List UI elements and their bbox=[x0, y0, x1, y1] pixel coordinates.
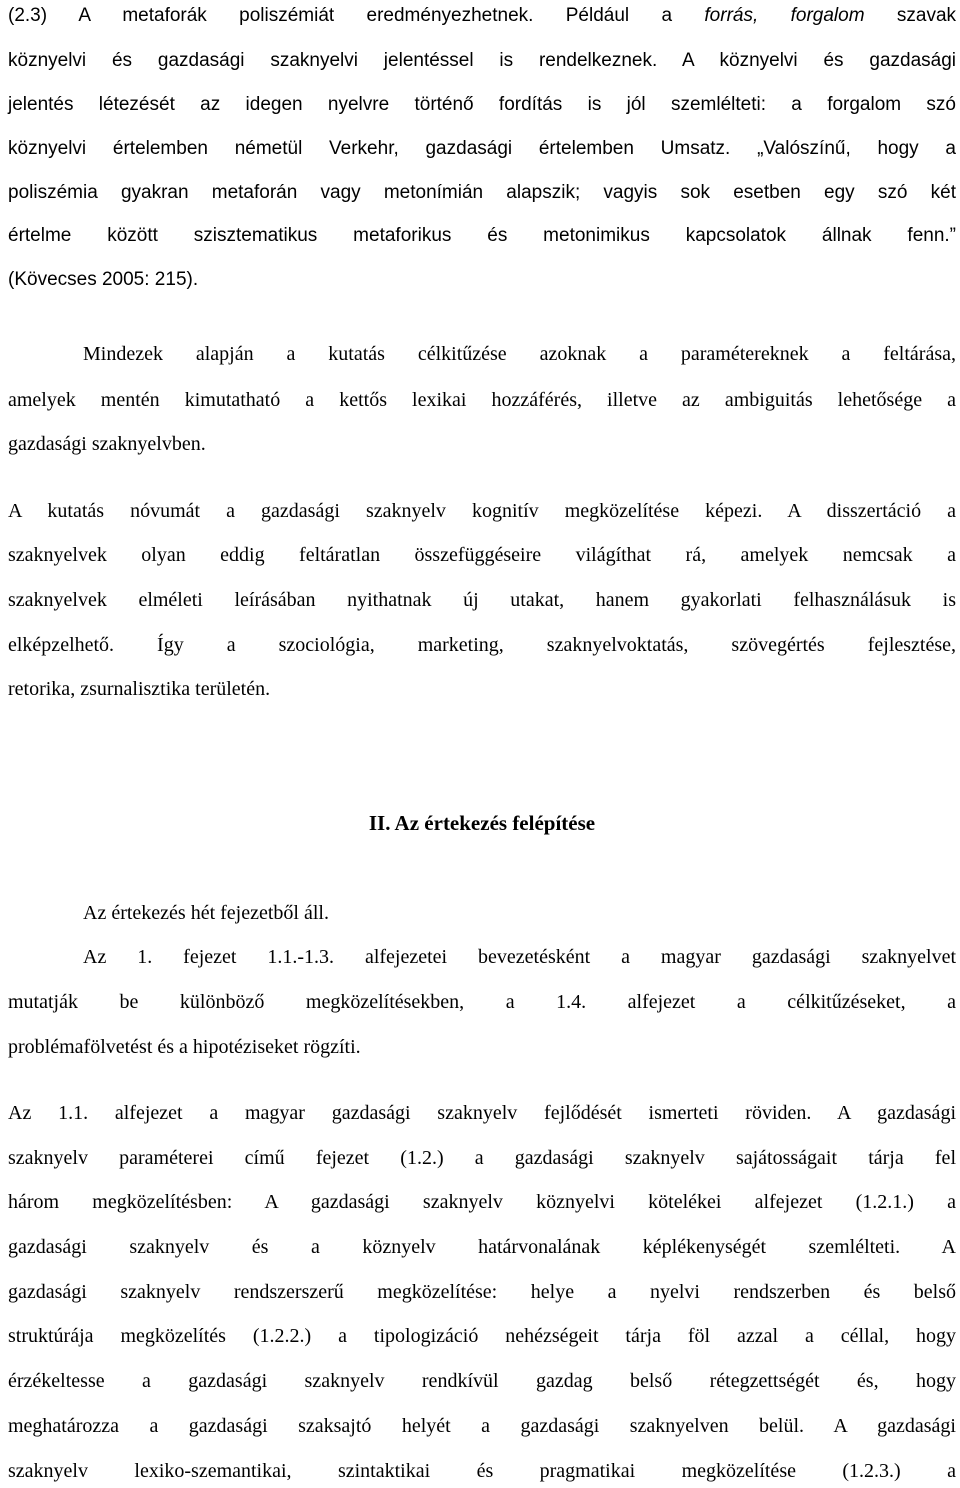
text-line: köznyelvi és gazdasági szaknyelvi jelentéssel is rendelkeznek. A köznyelvi és gazdasági bbox=[8, 50, 956, 71]
text-line: poliszémia gyakran metaforán vagy metonímián alapszik; vagyis sok esetben egy szó két bbox=[8, 182, 956, 203]
text-span: (2.3) A metaforák poliszémiát eredményezhetnek. Például a bbox=[8, 5, 705, 26]
citation-line: (Kövecses 2005: 215). bbox=[8, 269, 199, 290]
text-line: Az 1.1. alfejezet a magyar gazdasági szaknyelv fejlődését ismerteti röviden. A gazdasági bbox=[8, 1102, 956, 1124]
text-span: köznyelvi értelemben németül Verkehr, gazdasági értelemben Umsatz. bbox=[8, 138, 731, 159]
text-line: amelyek mentén kimutatható a kettős lexikai hozzáférés, illetve az ambiguitás lehetősége a bbox=[8, 389, 956, 411]
text-line: Az értekezés hét fejezetből áll. bbox=[83, 902, 329, 924]
text-line: három megközelítésben: A gazdasági szaknyelv köznyelvi kötelékei alfejezet (1.2.1.) a bbox=[8, 1191, 956, 1213]
text-line: szaknyelv paraméterei című fejezet (1.2.) a gazdasági szaknyelv sajátosságait tárja fel bbox=[8, 1147, 956, 1169]
text-line: problémafölvetést és a hipotéziseket rögzíti. bbox=[8, 1036, 361, 1058]
text-line: érzékeltesse a gazdasági szaknyelv rendkívül gazdag belső rétegzettségét és, hogy bbox=[8, 1370, 956, 1392]
text-line: jelentés létezését az idegen nyelvre történő fordítás is jól szemlélteti: a forgalom szó bbox=[8, 94, 956, 115]
text-line bbox=[8, 133, 956, 165]
text-line: gazdasági szaknyelv és a köznyelv határvonalának képlékenységét szemlélteti. A bbox=[8, 1236, 956, 1258]
text-line: meghatározza a gazdasági szaksajtó helyét a gazdasági szaknyelven belül. A gazdasági bbox=[8, 1415, 956, 1437]
text-line: Az 1. fejezet 1.1.-1.3. alfejezetei bevezetésként a magyar gazdasági szaknyelvet bbox=[83, 946, 956, 968]
text-line: A kutatás nóvumát a gazdasági szaknyelv kognitív megközelítése képezi. A disszertáció a bbox=[8, 500, 956, 522]
text-line: szaknyelvek elméleti leírásában nyithatnak új utakat, hanem gyakorlati felhasználásuk is bbox=[8, 589, 956, 611]
text-line bbox=[8, 0, 956, 32]
quote-start: „Valószínű, hogy a bbox=[730, 138, 956, 159]
text-line: szaknyelv lexiko-szemantikai, szintaktikai és pragmatikai megközelítése (1.2.3.) a bbox=[8, 1460, 956, 1482]
italic-terms: forrás, forgalom bbox=[704, 5, 865, 26]
text-span: szavak bbox=[864, 5, 957, 26]
text-line: Mindezek alapján a kutatás célkitűzése azoknak a paramétereknek a feltárása, bbox=[83, 343, 956, 365]
section-heading: II. Az értekezés felépítése bbox=[368, 811, 596, 835]
text-line: elképzelhető. Így a szociológia, marketing, szaknyelvoktatás, szövegértés fejlesztése, bbox=[8, 634, 956, 656]
text-line: szaknyelvek olyan eddig feltáratlan összefüggéseire világíthat rá, amelyek nemcsak a bbox=[8, 544, 956, 566]
text-line: struktúrája megközelítés (1.2.2.) a tipologizáció nehézségeit tárja föl azzal a céllal, hogy bbox=[8, 1325, 956, 1347]
text-line: mutatják be különböző megközelítésekben, a 1.4. alfejezet a célkitűzéseket, a bbox=[8, 991, 956, 1013]
text-line: gazdasági szaknyelv rendszerszerű megközelítése: helye a nyelvi rendszerben és belső bbox=[8, 1281, 956, 1303]
text-line: értelme között szisztematikus metaforikus és metonimikus kapcsolatok állnak fenn.” bbox=[8, 225, 956, 246]
text-line: retorika, zsurnalisztika területén. bbox=[8, 678, 271, 700]
text-line: gazdasági szaknyelvben. bbox=[8, 433, 206, 455]
